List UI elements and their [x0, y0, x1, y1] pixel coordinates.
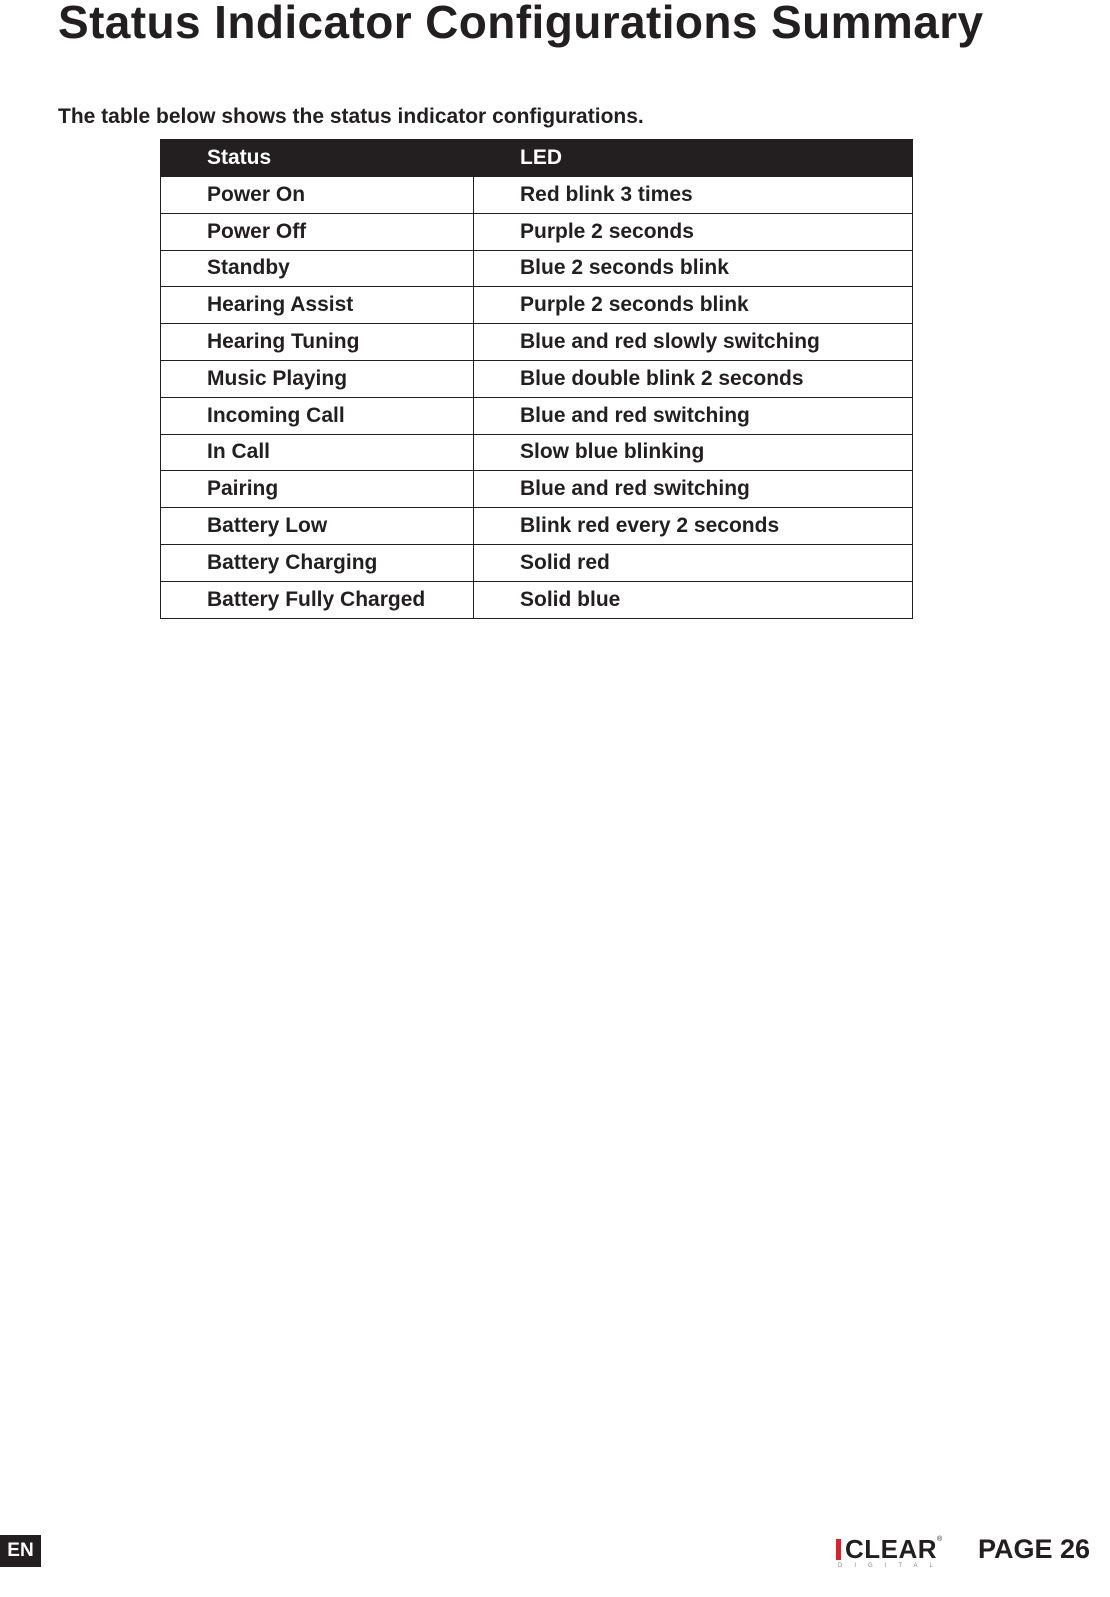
led-cell: Blue double blink 2 seconds	[474, 360, 913, 397]
led-cell: Blue 2 seconds blink	[474, 250, 913, 287]
led-cell: Blue and red switching	[474, 471, 913, 508]
led-cell: Purple 2 seconds blink	[474, 287, 913, 324]
intro-text: The table below shows the status indicator configurations.	[58, 105, 644, 128]
table-row	[161, 250, 913, 287]
led-cell: Solid blue	[474, 581, 913, 618]
status-cell: Standby	[161, 250, 474, 287]
language-badge: EN	[0, 1535, 41, 1567]
table-row	[161, 177, 913, 214]
status-cell: Power Off	[161, 213, 474, 250]
led-cell: Blink red every 2 seconds	[474, 508, 913, 545]
logo-wordmark	[836, 1534, 937, 1564]
status-cell: In Call	[161, 434, 474, 471]
table-row	[161, 287, 913, 324]
status-cell: Incoming Call	[161, 397, 474, 434]
led-cell: Red blink 3 times	[474, 177, 913, 214]
header-led: LED	[474, 140, 913, 177]
table-row	[161, 360, 913, 397]
status-cell: Battery Fully Charged	[161, 581, 474, 618]
logo-accent-bar	[836, 1539, 841, 1560]
table-row	[161, 508, 913, 545]
table-row	[161, 581, 913, 618]
page-number: PAGE 26	[977, 1534, 1090, 1564]
led-cell: Blue and red slowly switching	[474, 324, 913, 361]
logo-text: CLEAR	[845, 1534, 938, 1564]
table-header-row	[161, 140, 913, 177]
status-cell: Music Playing	[161, 360, 474, 397]
logo-subtext: DIGITAL	[838, 1563, 945, 1569]
page-title: Status Indicator Configurations Summary	[58, 0, 984, 48]
led-cell: Blue and red switching	[474, 397, 913, 434]
status-cell: Battery Charging	[161, 544, 474, 581]
status-cell: Power On	[161, 177, 474, 214]
table-row	[161, 434, 913, 471]
logo-registered-mark: ®	[937, 1536, 943, 1543]
led-cell: Slow blue blinking	[474, 434, 913, 471]
status-cell: Pairing	[161, 471, 474, 508]
table-row	[161, 397, 913, 434]
led-cell: Purple 2 seconds	[474, 213, 913, 250]
status-cell: Battery Low	[161, 508, 474, 545]
led-cell: Solid red	[474, 544, 913, 581]
iclear-logo	[836, 1534, 946, 1570]
header-status: Status	[161, 140, 474, 177]
status-led-table	[160, 139, 913, 619]
table-row	[161, 544, 913, 581]
table-row	[161, 471, 913, 508]
status-cell: Hearing Tuning	[161, 324, 474, 361]
table-row	[161, 324, 913, 361]
table-row	[161, 213, 913, 250]
status-cell: Hearing Assist	[161, 287, 474, 324]
